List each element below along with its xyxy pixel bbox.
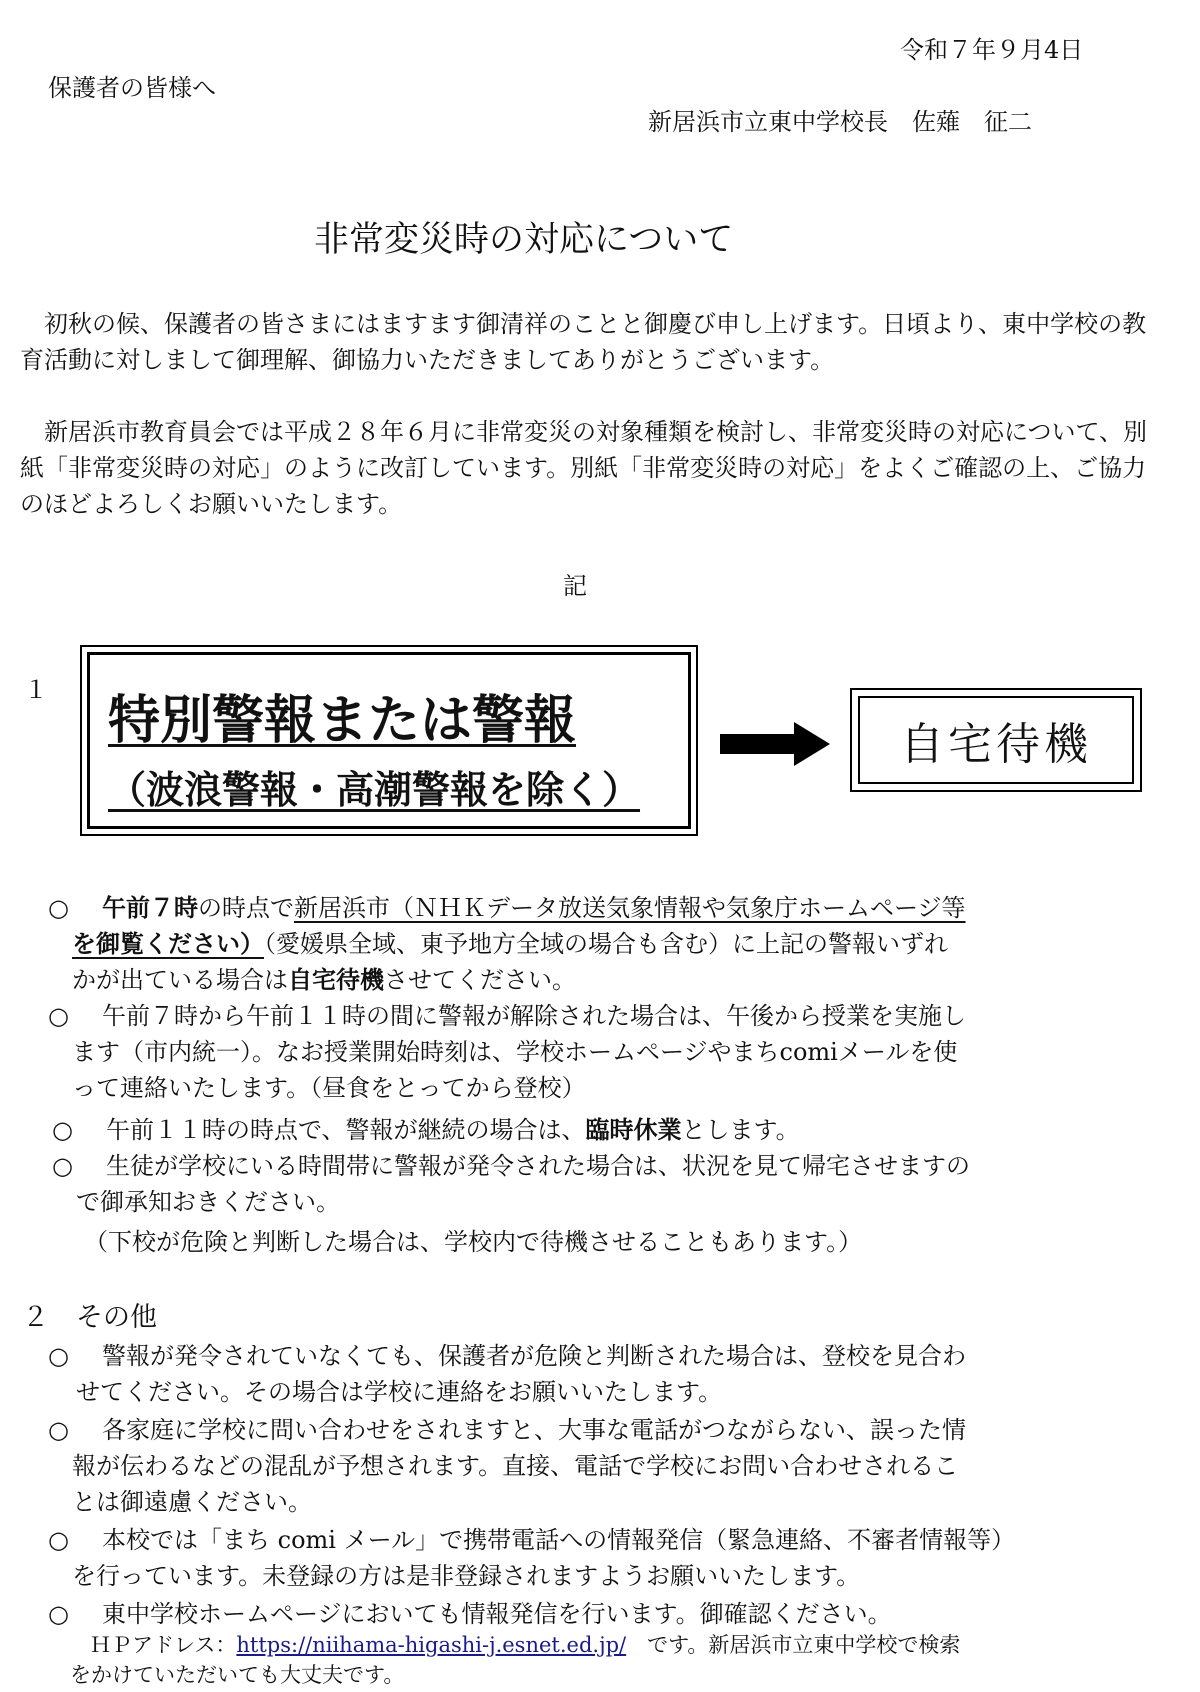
list-item-1-line-1: 午前７時の時点で新居浜市（ＮＨＫデータ放送気象情報や気象庁ホームページ等 xyxy=(102,893,966,922)
other-item-2-line-3: とは御遠慮ください。 xyxy=(72,1488,312,1516)
hp-address-line xyxy=(90,1630,960,1660)
bullet: ○ xyxy=(48,1002,69,1030)
list-item-1-line-2: を御覧ください）（愛媛県全域、東予地方全域の場合も含む）に上記の警報いずれ xyxy=(72,929,948,958)
list-item-2-line-3: って連絡いたします。（昼食をとってから登校） xyxy=(72,1074,586,1102)
recipient: 保護者の皆様へ xyxy=(48,74,216,102)
hp-address-after: です。新居浜市立東中学校で検索 xyxy=(626,1633,961,1657)
page-title: 非常変災時の対応について xyxy=(314,220,734,260)
other-item-1-line-2: せてください。その場合は学校に連絡をお願いいたします。 xyxy=(76,1378,723,1406)
section-1-number: １ xyxy=(24,676,48,704)
other-item-3-line-1: 本校では「まち comi メール」で携帯電話への情報発信（緊急連絡、不審者情報等） xyxy=(102,1526,1016,1554)
hp-address-label: ＨＰアドレス： xyxy=(90,1633,237,1657)
result-text: 自宅待機 xyxy=(858,696,1134,784)
other-item-3-line-2: を行っています。未登録の方は是非登録されますようお願いいたします。 xyxy=(72,1562,861,1590)
date: 令和７年９月4日 xyxy=(900,36,1084,64)
bullet: ○ xyxy=(48,1416,69,1444)
bullet: ○ xyxy=(48,1526,69,1554)
section-2-heading: ２ その他 xyxy=(22,1302,157,1333)
list-item-4-note: （下校が危険と判断した場合は、学校内で待機させることもあります。） xyxy=(84,1228,863,1256)
arrow-right-icon xyxy=(720,722,830,766)
list-item-1-line-3: かが出ている場合は自宅待機させてください。 xyxy=(72,965,576,994)
ki-mark: 記 xyxy=(563,572,587,600)
warning-exclusion-text: （波浪警報・高潮警報を除く） xyxy=(108,768,641,812)
warning-main-text: 特別警報または警報 xyxy=(108,691,577,751)
list-item-2-line-1: 午前７時から午前１１時の間に警報が解除された場合は、午後から授業を実施し xyxy=(102,1002,966,1030)
list-item-4-line-2: で御承知おきください。 xyxy=(76,1188,340,1216)
bullet: ○ xyxy=(52,1152,73,1180)
other-item-1-line-1: 警報が発令されていなくても、保護者が危険と判断された場合は、登校を見合わ xyxy=(102,1342,966,1370)
list-item-4-line-1: 生徒が学校にいる時間帯に警報が発令された場合は、状況を見て帰宅させますの xyxy=(106,1152,970,1180)
bullet: ○ xyxy=(52,1116,73,1144)
bullet: ○ xyxy=(48,1342,69,1370)
other-item-2-line-1: 各家庭に学校に問い合わせをされますと、大事な電話がつながらない、誤った情 xyxy=(102,1416,966,1444)
list-item-2-line-2: ます（市内統一）。なお授業開始時刻は、学校ホームページやまちcomiメールを使 xyxy=(72,1038,958,1066)
intro-paragraph-2: 新居浜市教育員会では平成２８年６月に非常変災の対象種類を検討し、非常変災時の対応について、別紙「非常変災時の対応」のように改訂しています。別紙「非常変災時の対応」をよくご確認の上、ご協力のほどよろしくお願いいたします。 xyxy=(20,418,1148,518)
other-item-2-line-2: 報が伝わるなどの混乱が予想されます。直接、電話で学校にお問い合わせされるこ xyxy=(72,1452,959,1480)
bullet: ○ xyxy=(48,894,69,922)
sender: 新居浜市立東中学校長 佐薙 征二 xyxy=(648,108,1032,136)
list-item-3: 午前１１時の時点で、警報が継続の場合は、臨時休業とします。 xyxy=(106,1115,800,1144)
result-box xyxy=(850,688,1142,792)
other-item-4-line-1: 東中学校ホームページにおいても情報発信を行います。御確認ください。 xyxy=(102,1600,892,1628)
intro-paragraph-1: 初秋の候、保護者の皆さまにはますます御清祥のことと御慶び申し上げます。日頃より、東中学校の教育活動に対しまして御理解、御協力いただきましてありがとうございます。 xyxy=(20,310,1147,374)
hp-search-note: をかけていただいても大丈夫です。 xyxy=(70,1663,405,1687)
warning-box xyxy=(80,645,698,836)
hp-url-link[interactable]: https://niihama-higashi-j.esnet.ed.jp/ xyxy=(236,1633,627,1657)
bullet: ○ xyxy=(48,1600,69,1628)
